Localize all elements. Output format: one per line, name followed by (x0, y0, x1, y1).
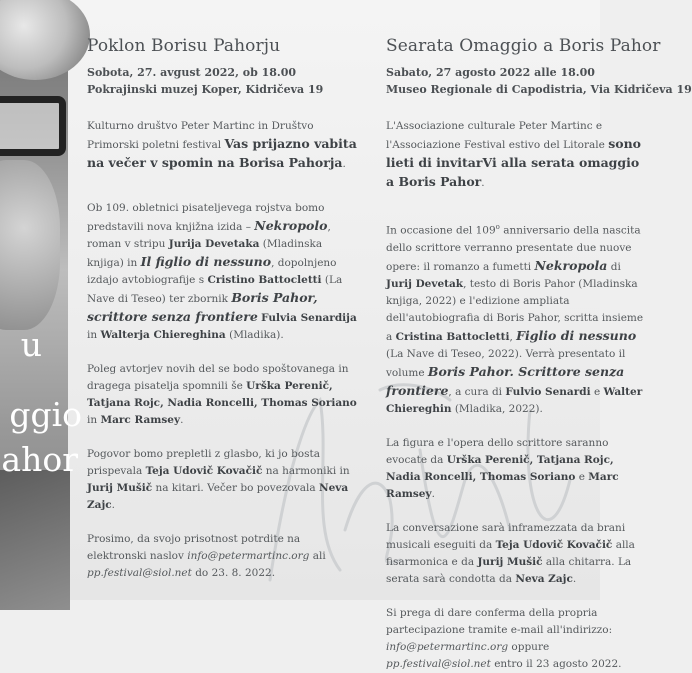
slovene-paragraph-music: Pogovor bomo prepletli z glasbo, ki jo bosta prispevala Teja Udovič Kovačič na harmoniki in Jurij Mušič na kitari. Večer bo povezovala Neva Zajc. (87, 448, 350, 511)
italian-paragraph-music: La conversazione sarà inframezzata da brani musicali eseguiti da Teja Udovič Kovačič alla fisarmonica e da Jurij Mušič alla chitarra. La serata sarà condotta da Neva Zajc. (386, 521, 635, 585)
photo-caption-line-2: ggio (9, 395, 82, 434)
photo-caption-line-1: u (20, 325, 42, 364)
slovene-title: Poklon Borisu Pahorju (87, 36, 281, 56)
email-link-festival-it[interactable]: pp.festival@siol.net (386, 657, 491, 670)
portrait-glasses (0, 96, 66, 156)
italian-intro: L'Associazione culturale Peter Martinc e l'Associazione Festival estivo del Litorale sono lieti di invitarVi alla serata omaggio a Boris Pahor. (386, 120, 642, 189)
email-link-festival[interactable]: pp.festival@siol.net (87, 567, 192, 579)
slovene-column (87, 36, 357, 582)
italian-paragraph-rsvp: Si prega di dare conferma della propria partecipazione tramite e-mail all'indirizzo: info@petermartinc.org oppure pp.festival@siol.net entro il 23 agosto 2022. (386, 606, 622, 670)
portrait-collar (0, 470, 70, 610)
italian-date: Sabato, 27 agosto 2022 alle 18.00 (386, 66, 595, 79)
slovene-venue: Pokrajinski muzej Koper, Kidričeva 19 (87, 83, 324, 96)
email-link-info-it[interactable]: info@petermartinc.org (386, 640, 509, 653)
slovene-paragraph-books: Ob 109. obletnici pisateljevega rojstva bomo predstavili nova knjižna izida – Nekropolo, roman v stripu Jurija Devetaka (Mladinska knjiga) in Il figlio di nessuno, dopolnjeno izdajo avtobiografije s Cristino Battocletti (La Nave di Teseo) ter zbornik Boris Pahor, scrittore senza frontiere Fulvia Senardija in Walterja Chiereghina (Mladika). (87, 202, 357, 341)
italian-paragraph-guests: La figura e l'opera dello scrittore saranno evocate da Urška Perenič, Tatjana Rojc, Nadia Roncelli, Thomas Soriano e Marc Ramsey. (386, 436, 619, 500)
italian-paragraph-books: In occasione del 109$^o$ anniversario della nascita dello scrittore verranno presentate due nuove opere: il romanzo a fumetti Nekropola di Jurij Devetak, testo di Boris Pahor (Mladinska knjiga, 2022) e l'edizione ampliata dell'autobiografia di Boris Pahor, scritta insieme a Cristina Battocletti, Figlio di nessuno (La Nave di Teseo, 2022). Verrà presentato il volume Boris Pahor. Scrittore senza frontiere, a cura di Fulvio Senardi e Walter Chiereghin (Mladika, 2022). (386, 223, 644, 415)
slovene-paragraph-guests: Poleg avtorjev novih del se bodo spoštovanega in dragega pisatelja spomnili še Urška Perenič, Tatjana Rojc, Nadia Roncelli, Thomas Soriano in Marc Ramsey. (87, 363, 357, 426)
italian-venue: Museo Regionale di Capodistria, Via Kidričeva 19 (386, 83, 692, 96)
slovene-date: Sobota, 27. avgust 2022, ob 18.00 (87, 66, 297, 79)
photo-caption-line-3: ahor (1, 440, 78, 479)
email-link-info[interactable]: info@petermartinc.org (187, 550, 310, 562)
italian-column (386, 36, 692, 673)
italian-title: Searata Omaggio a Boris Pahor (386, 36, 661, 56)
slovene-paragraph-rsvp: Prosimo, da svojo prisotnost potrdite na elektronski naslov info@petermartinc.org ali pp.festival@siol.net do 23. 8. 2022. (87, 533, 326, 579)
portrait-face (0, 160, 60, 330)
slovene-intro: Kulturno društvo Peter Martinc in Društvo Primorski poletni festival Vas prijazno vabita na večer v spomin na Borisa Pahorja. (87, 120, 357, 170)
portrait-photo (0, 0, 82, 600)
